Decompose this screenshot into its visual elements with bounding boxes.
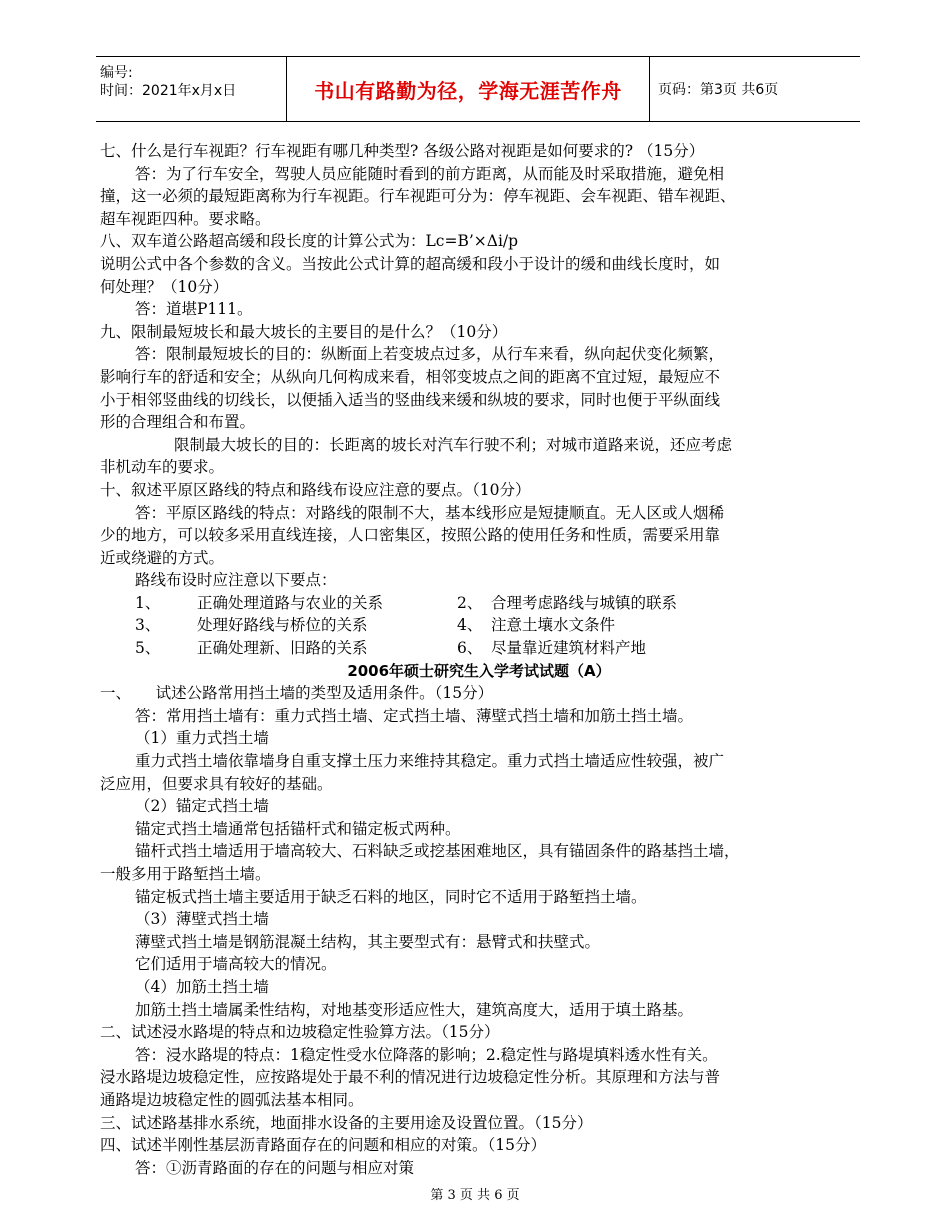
text-line: 近或绕避的方式。 [100, 548, 225, 567]
item-number: 4、 [457, 616, 483, 635]
text-line: 答：为了行车安全，驾驶人员应能随时看到的前方距离，从而能及时采取措施，避免相 [135, 164, 725, 183]
list-item [100, 637, 858, 660]
route-points-list [100, 592, 858, 660]
text-line: 七、什么是行车视距？行车视距有哪几种类型? 各级公路对视距是如何要求的? （15分） [100, 142, 705, 160]
text-line: 答：限制最短坡长的目的：纵断面上若变坡点过多，从行车来看，纵向起伏变化频繁， [135, 345, 725, 364]
text-line: 锚定式挡土墙通常包括锚杆式和锚定板式两种。 [135, 819, 461, 838]
item-text: 合理考虑路线与城镇的联系 [491, 593, 678, 612]
text-line: 影响行车的舒适和安全；从纵向几何构成来看，相邻变坡点之间的距离不宜过短，最短应不 [100, 367, 721, 386]
header-info-cell [96, 57, 286, 121]
text-line: （4）加筋土挡土墙 [135, 977, 269, 996]
text-line: 小于相邻竖曲线的切线长，以便插入适当的竖曲线来缓和纵坡的要求，同时也便于平纵面线 [100, 390, 721, 409]
text-line: （1）重力式挡土墙 [135, 729, 269, 748]
motto-text: 书山有路勤为径，学海无涯苦作舟 [314, 78, 622, 103]
section-part-2 [100, 682, 858, 1179]
text-line: 形的合理组合和布置。 [100, 413, 256, 432]
text-line: 它们适用于墙高较大的情况。 [135, 955, 337, 974]
page-footer: 第 3 页 共 6 页 [430, 1188, 520, 1203]
text-line: 八、双车道公路超高缓和段长度的计算公式为：Lc=B’×Δi/p [100, 232, 519, 251]
text-line: 限制最大坡长的目的：长距离的坡长对汽车行驶不利；对城市道路来说，还应考虑 [174, 435, 733, 454]
text-line: 重力式挡土墙依靠墙身自重支撑土压力来维持其稳定。重力式挡土墙适应性较强，被广 [135, 752, 725, 771]
text-line: 超车视距四种。要求略。 [100, 209, 271, 228]
text-line: 薄壁式挡土墙是钢筋混凝土结构，其主要型式有：悬臂式和扶壁式。 [135, 932, 601, 951]
text-line: （3）薄壁式挡土墙 [135, 910, 269, 929]
list-item [100, 592, 858, 615]
section-part-1 [100, 140, 858, 592]
text-line: 撞，这一必须的最短距离称为行车视距。行车视距可分为：停车视距、会车视距、错车视距、 [100, 187, 736, 206]
header-motto-cell [286, 57, 650, 121]
text-line: 三、试述路基排水系统，地面排水设备的主要用途及设置位置。（15分） [100, 1113, 593, 1132]
text-line: 浸水路堤边坡稳定性，应按路堤处于最不利的情况进行边坡稳定性分析。其原理和方法与普 [100, 1068, 721, 1087]
time-label: 时间：2021年x月x日 [100, 83, 237, 99]
text-line: 路线布设时应注意以下要点： [135, 571, 337, 590]
text-line: 非机动车的要求。 [100, 458, 225, 477]
text-line: 少的地方，可以较多采用直线连接，人口密集区，按照公路的使用任务和性质，需要采用靠 [100, 526, 721, 545]
text-line: 二、试述浸水路堤的特点和边坡稳定性验算方法。（15分） [100, 1023, 500, 1042]
page-header [96, 56, 860, 122]
item-number: 6、 [457, 639, 483, 658]
serial-label: 编号: [100, 65, 133, 81]
text-line: 答：浸水路堤的特点：1稳定性受水位降落的影响；2.稳定性与路堤填料透水性有关。 [135, 1045, 718, 1064]
item-number: 3、 [135, 616, 161, 635]
item-text: 正确处理新、旧路的关系 [197, 639, 368, 658]
text-line: 泛应用，但要求具有较好的基础。 [100, 774, 333, 793]
text-line: 四、试述半刚性基层沥青路面存在的问题和相应的对策。（15分） [100, 1136, 546, 1155]
text-line: 通路堤边坡稳定性的圆弧法基本相同。 [100, 1090, 364, 1109]
text-line: 锚杆式挡土墙适用于墙高较大、石料缺乏或挖基困难地区，具有锚固条件的路基挡土墙， [135, 842, 740, 861]
item-number: 5、 [135, 639, 161, 658]
text-line: 锚定板式挡土墙主要适用于缺乏石料的地区，同时它不适用于路堑挡土墙。 [135, 887, 647, 906]
item-text: 注意土壤水文条件 [491, 616, 616, 635]
text-line: 答：平原区路线的特点：对路线的限制不大，基本线形应是短捷顺直。无人区或人烟稀 [135, 503, 725, 522]
text-line: 九、限制最短坡长和最大坡长的主要目的是什么？（10分） [100, 322, 508, 341]
item-number: 2、 [457, 593, 483, 612]
page-label: 页码：第3页 共6页 [658, 82, 779, 98]
list-item [100, 614, 858, 637]
text-line: 答：常用挡土墙有：重力式挡土墙、定式挡土墙、薄壁式挡土墙和加筋土挡土墙。 [135, 706, 694, 725]
item-text: 尽量靠近建筑材料产地 [491, 639, 647, 658]
text-line: 何处理？（10分） [100, 277, 229, 296]
exam-title: 2006年硕士研究生入学考试试题（A） [347, 661, 611, 680]
text-line: 一般多用于路堑挡土墙。 [100, 865, 271, 883]
item-number: 1、 [135, 593, 161, 612]
text-line: 说明公式中各个参数的含义。当按此公式计算的超高缓和段小于设计的缓和曲线长度时，如 [100, 254, 721, 273]
text-line: 十、叙述平原区路线的特点和路线布设应注意的要点。（10分） [100, 480, 531, 499]
text-line: 加筋土挡土墙属柔性结构，对地基变形适应性大，建筑高度大，适用于填土路基。 [135, 1000, 694, 1019]
text-line: 答：道堪P111。 [135, 300, 253, 319]
item-text: 处理好路线与桥位的关系 [197, 616, 368, 635]
item-text: 正确处理道路与农业的关系 [197, 593, 384, 612]
header-page-cell [648, 57, 860, 121]
document-body [100, 140, 858, 1179]
text-line: 一、 试述公路常用挡土墙的类型及适用条件。（15分） [100, 684, 494, 703]
text-line: 答：①沥青路面的存在的问题与相应对策 [135, 1158, 415, 1177]
text-line: （2）锚定式挡土墙 [135, 797, 269, 816]
